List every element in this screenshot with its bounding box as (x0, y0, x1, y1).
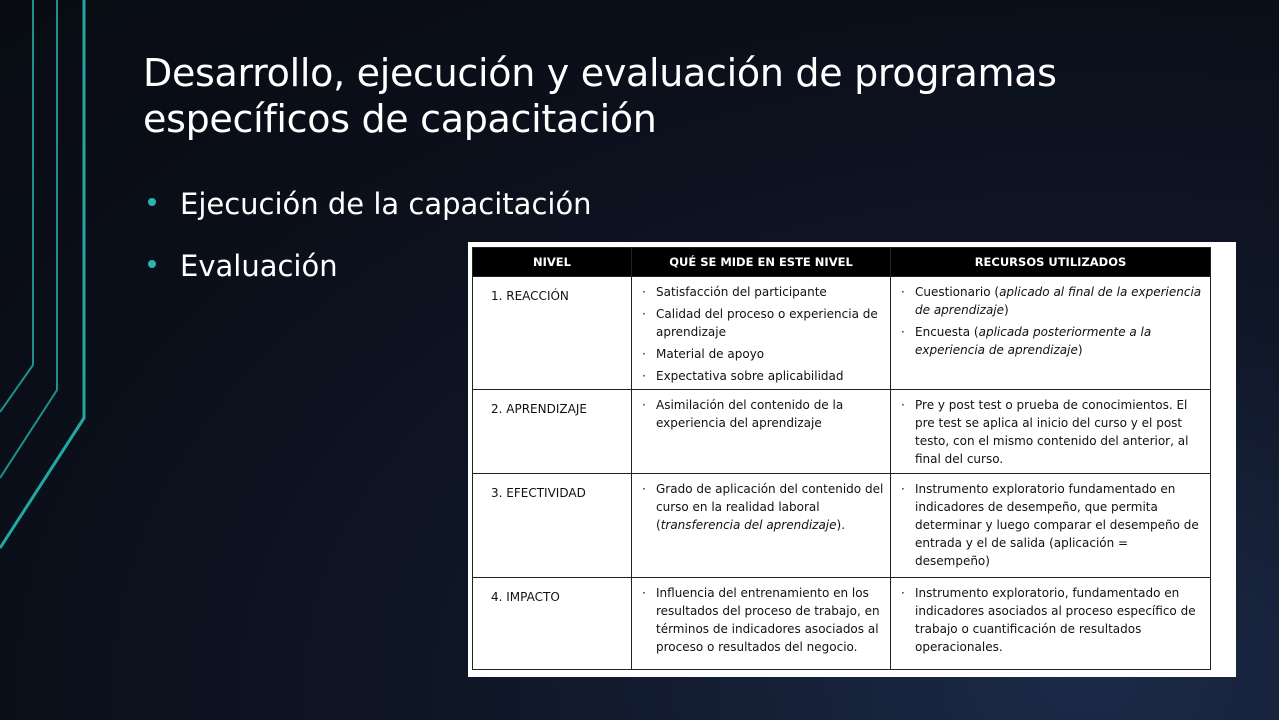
measure-item: · Expectativa sobre aplicabilidad (640, 367, 884, 385)
measure-item: · Satisfacción del participante (640, 283, 884, 301)
bullet-item (146, 184, 592, 224)
decorative-lines (0, 0, 120, 720)
evaluation-levels-table (472, 247, 1211, 670)
measure-item: · Grado de aplicación del contenido del curso en la realidad laboral (transferencia del aprendizaje). (640, 480, 884, 534)
measure-item: · Material de apoyo (640, 345, 884, 363)
measure-item: · Influencia del entrenamiento en los resultados del proceso de trabajo, en términos de indicadores asociados al proceso o resultados del negocio. (640, 584, 884, 656)
measure-item: · Calidad del proceso o experiencia de aprendizaje (640, 305, 884, 341)
bullet-text: Evaluación (180, 249, 338, 283)
bullet-dot-icon (148, 198, 156, 206)
evaluation-table-image (468, 242, 1236, 677)
measure-item: · Asimilación del contenido de la experiencia del aprendizaje (640, 396, 884, 432)
cell-recursos (891, 390, 1211, 474)
resource-item: · Instrumento exploratorio fundamentado en indicadores de desempeño, que permita determinar y luego comparar el desempeño de entrada y el de salida (aplicación = desempeño) (899, 480, 1204, 570)
cell-que-se-mide (632, 277, 891, 390)
cell-nivel: 3. EFECTIVIDAD (473, 474, 632, 578)
slide-title (143, 50, 1143, 142)
resource-item: · Cuestionario (aplicado al final de la experiencia de aprendizaje) (899, 283, 1204, 319)
resource-item: · Encuesta (aplicada posteriormente a la experiencia de aprendizaje) (899, 323, 1204, 359)
header-que-se-mide: QUÉ SE MIDE EN ESTE NIVEL (632, 248, 891, 277)
table-row (473, 390, 1211, 474)
cell-nivel: 1. REACCIÓN (473, 277, 632, 390)
bullet-dot-icon (148, 260, 156, 268)
cell-nivel: 4. IMPACTO (473, 578, 632, 670)
cell-que-se-mide (632, 578, 891, 670)
header-nivel: NIVEL (473, 248, 632, 277)
cell-recursos (891, 474, 1211, 578)
resource-item: · Instrumento exploratorio, fundamentado en indicadores asociados al proceso específico de trabajo o cuantificación de resultados operacionales. (899, 584, 1204, 656)
header-recursos: RECURSOS UTILIZADOS (891, 248, 1211, 277)
cell-recursos (891, 578, 1211, 670)
resource-item: · Pre y post test o prueba de conocimientos. El pre test se aplica al inicio del curso y el post testo, con el mismo contenido del anterior, al final del curso. (899, 396, 1204, 468)
table-row (473, 474, 1211, 578)
cell-nivel: 2. APRENDIZAJE (473, 390, 632, 474)
cell-recursos (891, 277, 1211, 390)
bullet-text: Ejecución de la capacitación (180, 187, 592, 221)
title-line-1: Desarrollo, ejecución y evaluación de programas (143, 51, 1057, 95)
title-line-2: específicos de capacitación (143, 97, 657, 141)
cell-que-se-mide (632, 390, 891, 474)
table-row (473, 578, 1211, 670)
table-row (473, 277, 1211, 390)
cell-que-se-mide (632, 474, 891, 578)
